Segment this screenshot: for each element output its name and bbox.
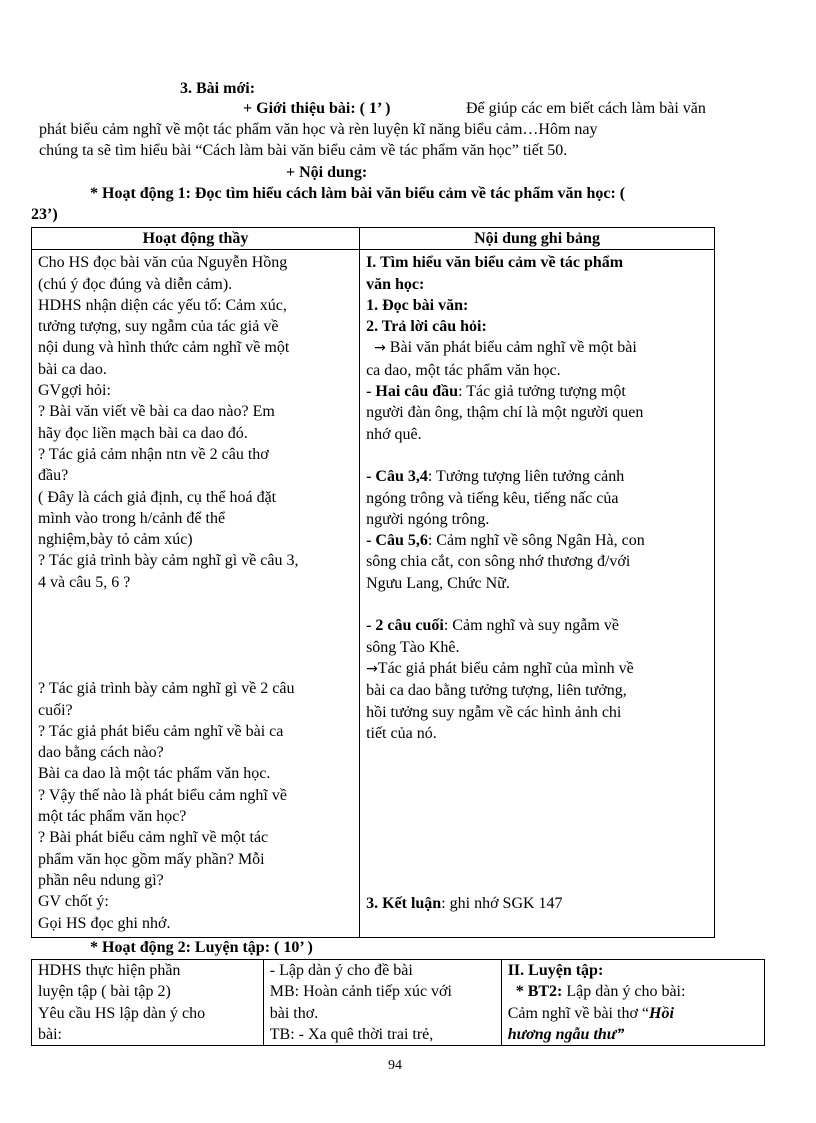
board-blank: [366, 594, 714, 615]
teacher-line: ( Đây là cách giả định, cụ thể hoá đặt: [38, 488, 277, 506]
activity1-title: * Hoạt động 1: Đọc tìm hiểu cách làm bài văn biểu cảm về tác phẩm văn học: (: [90, 185, 626, 202]
teacher-activity-lines: [38, 252, 359, 934]
board-blank: [366, 765, 714, 786]
intro-line-1: [243, 100, 390, 118]
intro-label: + Giới thiệu bài:: [243, 100, 356, 117]
teacher-line: GVgợi hỏi:: [38, 382, 111, 400]
board-blank: [366, 872, 714, 893]
board-p4a: - Câu 5,6: Cảm nghĩ về sông Ngân Hà, con: [366, 532, 645, 550]
board-blank: [366, 829, 714, 850]
board-p6d: tiết của nó.: [366, 724, 437, 742]
board-p1b: ca dao, một tác phẩm văn học.: [366, 361, 561, 379]
teacher-line: mình vào trong h/cảnh để thể: [38, 509, 226, 527]
teacher-line: nội dung và hình thức cảm nghĩ về một: [38, 339, 290, 357]
table-header-row: [32, 228, 715, 250]
practice-line3: Cảm nghĩ về bài thơ “Hồi: [507, 1004, 674, 1022]
teacher-line: ? Bài phát biểu cảm nghĩ về một tác: [38, 829, 269, 847]
practice-teacher-cell: HDHS thực hiện phần luyện tập ( bài tập 2) Yêu cầu HS lập dàn ý cho bài:: [32, 960, 264, 1046]
board-blank: [366, 744, 714, 765]
teacher-line: bài ca dao.: [38, 360, 107, 378]
teacher-line: HDHS nhận diện các yếu tố: Cảm xúc,: [38, 296, 287, 314]
col-header-teacher: Hoạt động thầy: [32, 228, 360, 250]
activity1-time: 23’): [31, 206, 58, 223]
col-header-board: Nội dung ghi bảng: [360, 228, 715, 250]
teacher-line: cuối?: [38, 701, 73, 719]
teacher-line: phẩm văn học gồm mấy phần? Mỗi: [38, 850, 265, 868]
teacher-line: tưởng tượng, suy ngẫm của tác giả về: [38, 318, 279, 336]
content-label: + Nội dung:: [286, 164, 368, 181]
teacher-line: phần nêu ndung gì?: [38, 871, 164, 889]
teacher-activity-cell: [32, 250, 360, 938]
teacher-line: Gọi HS đọc ghi nhớ.: [38, 914, 171, 932]
teacher-line: đầu?: [38, 467, 69, 485]
teacher-line: hãy đọc liền mạch bài ca dao đó.: [38, 424, 248, 442]
board-p6a: →Tác giả phát biểu cảm nghĩ của mình về: [366, 659, 634, 677]
board-item-2: 2. Trả lời câu hỏi:: [366, 318, 487, 336]
intro-text-1: Để giúp các em biết cách làm bài văn: [466, 100, 706, 117]
board-p2a: - Hai câu đầu: Tác giả tưởng tượng một: [366, 383, 626, 401]
board-p6c: hồi tưởng suy ngẫm về các hình ảnh chi: [366, 703, 622, 721]
practice-table: [31, 959, 765, 1046]
board-content-cell: [360, 250, 715, 938]
table-row: [32, 250, 715, 938]
teacher-line: ? Bài văn viết về bài ca dao nào? Em: [38, 403, 275, 421]
practice-board-cell: [501, 960, 764, 1046]
board-p1a: → Bài văn phát biểu cảm nghĩ về một bài: [374, 339, 637, 357]
board-p2b: người đàn ông, thậm chí là một người quen: [366, 404, 644, 422]
activity1-table: [31, 227, 715, 938]
teacher-line: một tác phẩm văn học?: [38, 808, 187, 826]
teacher-line: ? Tác giả trình bày cảm nghĩ gì về 2 câu: [38, 680, 295, 698]
board-heading-2: văn học:: [366, 275, 425, 293]
practice-content-cell: - Lập dàn ý cho đề bài MB: Hoàn cảnh tiếp xúc với bài thơ. TB: - Xa quê thời trai trẻ,: [263, 960, 501, 1046]
board-conclusion: 3. Kết luận: ghi nhớ SGK 147: [366, 895, 563, 913]
teacher-line: ? Tác giả phát biểu cảm nghĩ về bài ca: [38, 722, 284, 740]
intro-time: ( 1’ ): [359, 100, 391, 117]
board-p5b: sông Tào Khê.: [366, 638, 460, 656]
teacher-line: [38, 657, 359, 678]
teacher-line: GV chốt ý:: [38, 893, 109, 911]
board-blank: [366, 808, 714, 829]
teacher-line: (chú ý đọc đúng và diễn cảm).: [38, 275, 233, 293]
board-blank: [366, 445, 714, 466]
teacher-line: 4 và câu 5, 6 ?: [38, 573, 131, 591]
board-p5a: - 2 câu cuối: Cảm nghĩ và suy ngẫm về: [366, 617, 619, 635]
teacher-line: [38, 593, 359, 614]
table-row: [32, 960, 765, 1046]
practice-heading: II. Luyện tập:: [507, 962, 604, 979]
intro-text-3: chúng ta sẽ tìm hiểu bài “Cách làm bài văn biểu cảm về tác phẩm văn học” tiết 50.: [39, 142, 568, 159]
page-number: 94: [388, 1058, 402, 1073]
teacher-line: ? Tác giả trình bày cảm nghĩ gì về câu 3,: [38, 552, 299, 570]
teacher-line: ? Vậy thế nào là phát biểu cảm nghĩ về: [38, 786, 287, 804]
board-p4b: sông chia cắt, con sông nhớ thương đ/với: [366, 553, 631, 571]
teacher-line: dao bằng cách nào?: [38, 744, 164, 762]
teacher-line: nghiệm,bày tỏ cảm xúc): [38, 531, 193, 549]
section-title: 3. Bài mới:: [180, 80, 256, 97]
practice-line4: hương ngẫu thư”: [507, 1025, 625, 1043]
board-blank: [366, 787, 714, 808]
arrow-icon: →: [374, 340, 386, 357]
board-heading-1: I. Tìm hiểu văn biểu cảm về tác phẩm: [366, 254, 624, 272]
teacher-line: [38, 614, 359, 635]
board-item-1: 1. Đọc bài văn:: [366, 296, 469, 314]
practice-bt2: * BT2: Lập dàn ý cho bài:: [515, 983, 686, 1001]
arrow-icon: →: [366, 660, 378, 677]
intro-text-2: phát biểu cảm nghĩ về một tác phẩm văn học và rèn luyện kĩ năng biểu cảm…Hôm nay: [39, 121, 598, 138]
board-p2c: nhớ quê.: [366, 425, 422, 443]
board-p3a: - Câu 3,4: Tưởng tượng liên tưởng cảnh: [366, 468, 625, 486]
activity2-title: * Hoạt động 2: Luyện tập: ( 10’ ): [90, 939, 313, 956]
teacher-line: [38, 636, 359, 657]
teacher-line: Cho HS đọc bài văn của Nguyễn Hồng: [38, 254, 288, 272]
board-p3c: người ngóng trông.: [366, 510, 490, 528]
teacher-line: Bài ca dao là một tác phẩm văn học.: [38, 765, 271, 783]
board-p6b: bài ca dao bằng tưởng tượng, liên tưởng,: [366, 682, 627, 700]
board-p3b: ngóng trông và tiếng kêu, tiếng nấc của: [366, 489, 619, 507]
board-blank: [366, 851, 714, 872]
board-p4c: Ngưu Lang, Chức Nữ.: [366, 574, 510, 592]
teacher-line: ? Tác giả cảm nhận ntn về 2 câu thơ: [38, 445, 269, 463]
